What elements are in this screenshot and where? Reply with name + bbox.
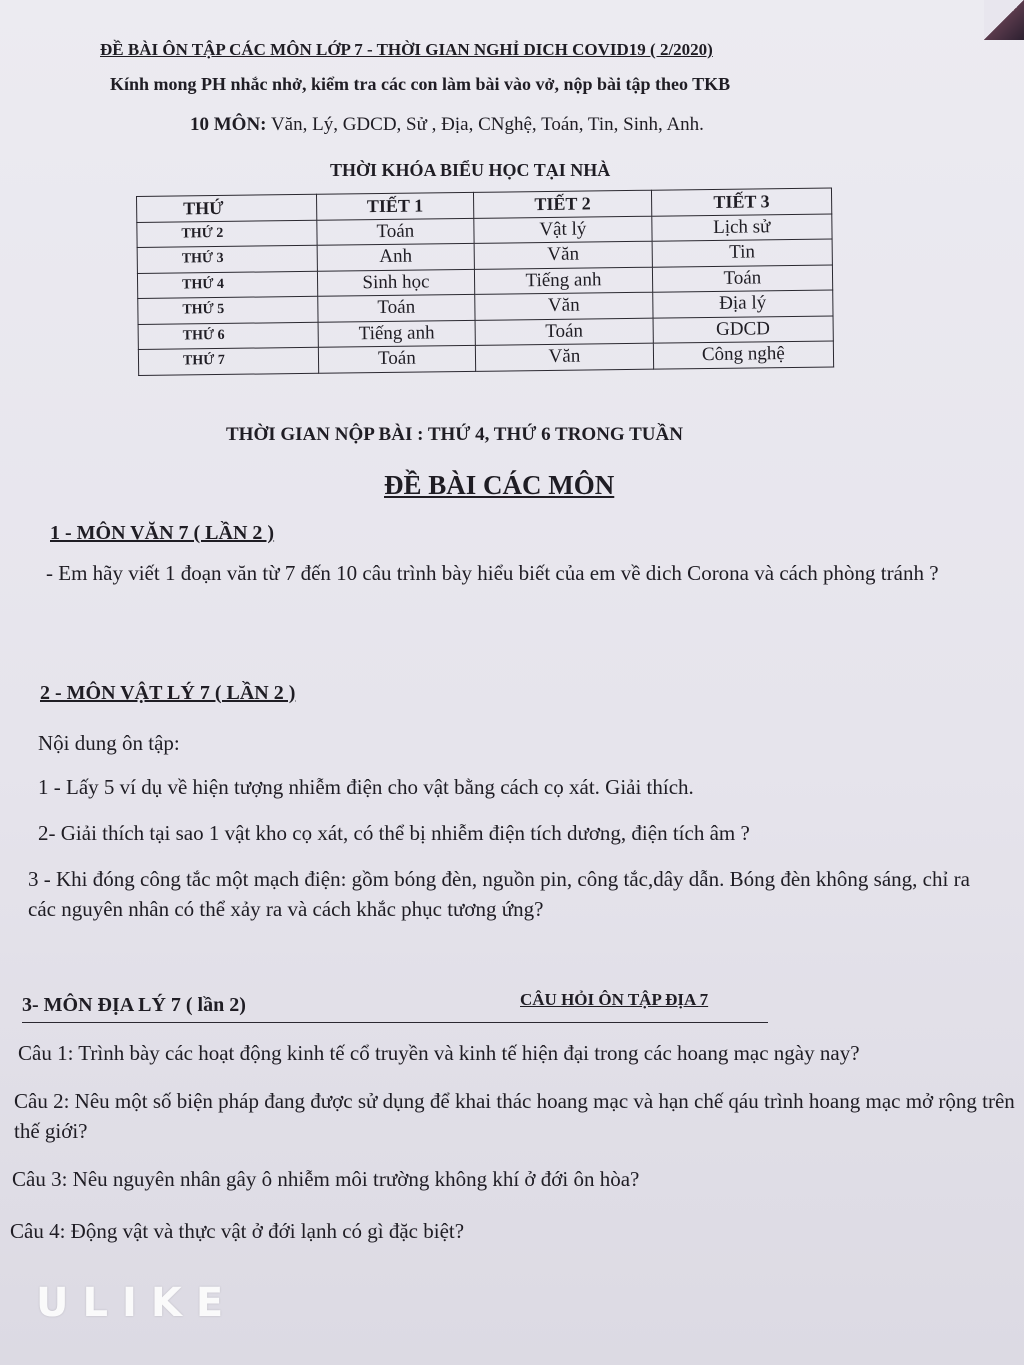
question-item: 2- Giải thích tại sao 1 vật kho cọ xát, có thể bị nhiễm điện tích dương, điện tích âm ? [38,821,750,845]
timetable [136,187,834,375]
timetable-cell: Tiếng anh [475,267,653,295]
timetable-header-cell: TIẾT 2 [474,190,652,218]
assignment-text: - Em hãy viết 1 đoạn văn từ 7 đến 10 câu trình bày hiểu biết của em về dich Corona và cách phòng tránh ? [46,561,939,585]
timetable-cell: Tiếng anh [318,320,476,347]
timetable-cell: Vật lý [474,216,652,244]
timetable-cell: Lịch sử [651,214,832,242]
section-intro: Nội dung ôn tập: [38,731,180,755]
section-heading-vat-ly: 2 - MÔN VẬT LÝ 7 ( LẦN 2 ) [40,682,296,704]
timetable-cell: Địa lý [652,290,833,318]
watermark-logo: ULIKE [36,1280,238,1326]
section-body-dia-ly [10,1038,1018,1246]
timetable-cell: Văn [474,241,652,269]
timetable-cell: Toán [318,345,476,372]
subjects-list: Văn, Lý, GDCD, Sử , Địa, CNghệ, Toán, Tin, Sinh, Anh. [270,114,704,135]
timetable-cell: Sinh học [317,269,475,296]
document-title: ĐỀ BÀI ÔN TẬP CÁC MÔN LỚP 7 - THỜI GIAN NGHỈ DICH COVID19 ( 2/2020) [100,40,713,59]
timetable-day: THỨ 2 [137,220,317,248]
section-heading-label: 3- MÔN ĐỊA LÝ 7 ( lần 2) [22,994,246,1016]
section-heading-dia-ly [22,990,768,1023]
timetable-cell: Công nghệ [653,341,834,369]
timetable-header-cell: TIẾT 3 [651,188,832,216]
timetable-day: THỨ 7 [138,347,318,375]
question-item: Câu 1: Trình bày các hoạt động kinh tế cổ truyền và kinh tế hiện đại trong các hoang mạc ngày nay? [18,1041,860,1065]
timetable-cell: Toán [652,264,833,292]
timetable-cell: Toán [316,218,474,245]
subjects-line [190,114,890,136]
question-item: Câu 2: Nêu một số biện pháp đang được sử dụng để khai thác hoang mạc và hạn chế qáu trình hoang mạc mở rộng trên thế giới? [14,1089,1015,1143]
timetable-cell: Toán [475,318,653,346]
timetable-cell: Anh [317,243,475,270]
timetable-cell: Văn [475,292,653,320]
timetable-day: THỨ 5 [138,296,318,324]
timetable-day: THỨ 3 [137,245,317,273]
timetable-header-cell: THỨ [137,194,317,222]
question-item: 1 - Lấy 5 ví dụ về hiện tượng nhiễm điện cho vật bằng cách cọ xát. Giải thích. [38,775,694,799]
question-item: Câu 4: Động vật và thực vật ở đới lạnh có gì đặc biệt? [10,1219,465,1243]
timetable-cell: Toán [317,294,475,321]
page-corner-shadow [984,0,1024,40]
submit-time: THỜI GIAN NỘP BÀI : THỨ 4, THỨ 6 TRONG TUẦN [226,424,683,445]
section-heading-van: 1 - MÔN VĂN 7 ( LẦN 2 ) [50,522,275,544]
timetable-day: THỨ 6 [138,322,318,350]
timetable-title: THỜI KHÓA BIỂU HỌC TẠI NHÀ [330,160,611,180]
timetable-header-cell: TIẾT 1 [316,192,474,219]
question-item: 3 - Khi đóng công tắc một mạch điện: gồm bóng đèn, nguồn pin, công tắc,dây dẫn. Bóng đèn không sáng, chỉ ra các nguyên nhân có thể xảy ra và cách khắc phục tương ứng? [28,867,970,921]
section-body-vat-ly [28,728,998,924]
question-item: Câu 3: Nêu nguyên nhân gây ô nhiễm môi trường không khí ở đới ôn hòa? [12,1167,640,1191]
main-heading: ĐỀ BÀI CÁC MÔN [384,470,615,500]
timetable-cell: Văn [476,343,654,371]
parent-note: Kính mong PH nhắc nhở, kiểm tra các con làm bài vào vở, nộp bài tập theo TKB [110,74,731,94]
timetable-day: THỨ 4 [137,271,317,299]
section-text-van [46,558,976,588]
subjects-label: 10 MÔN: [190,114,267,135]
section-subheading: CÂU HỎI ÔN TẬP ĐỊA 7 [520,990,709,1009]
timetable-cell: Tin [652,239,833,267]
timetable-cell: GDCD [653,315,834,343]
